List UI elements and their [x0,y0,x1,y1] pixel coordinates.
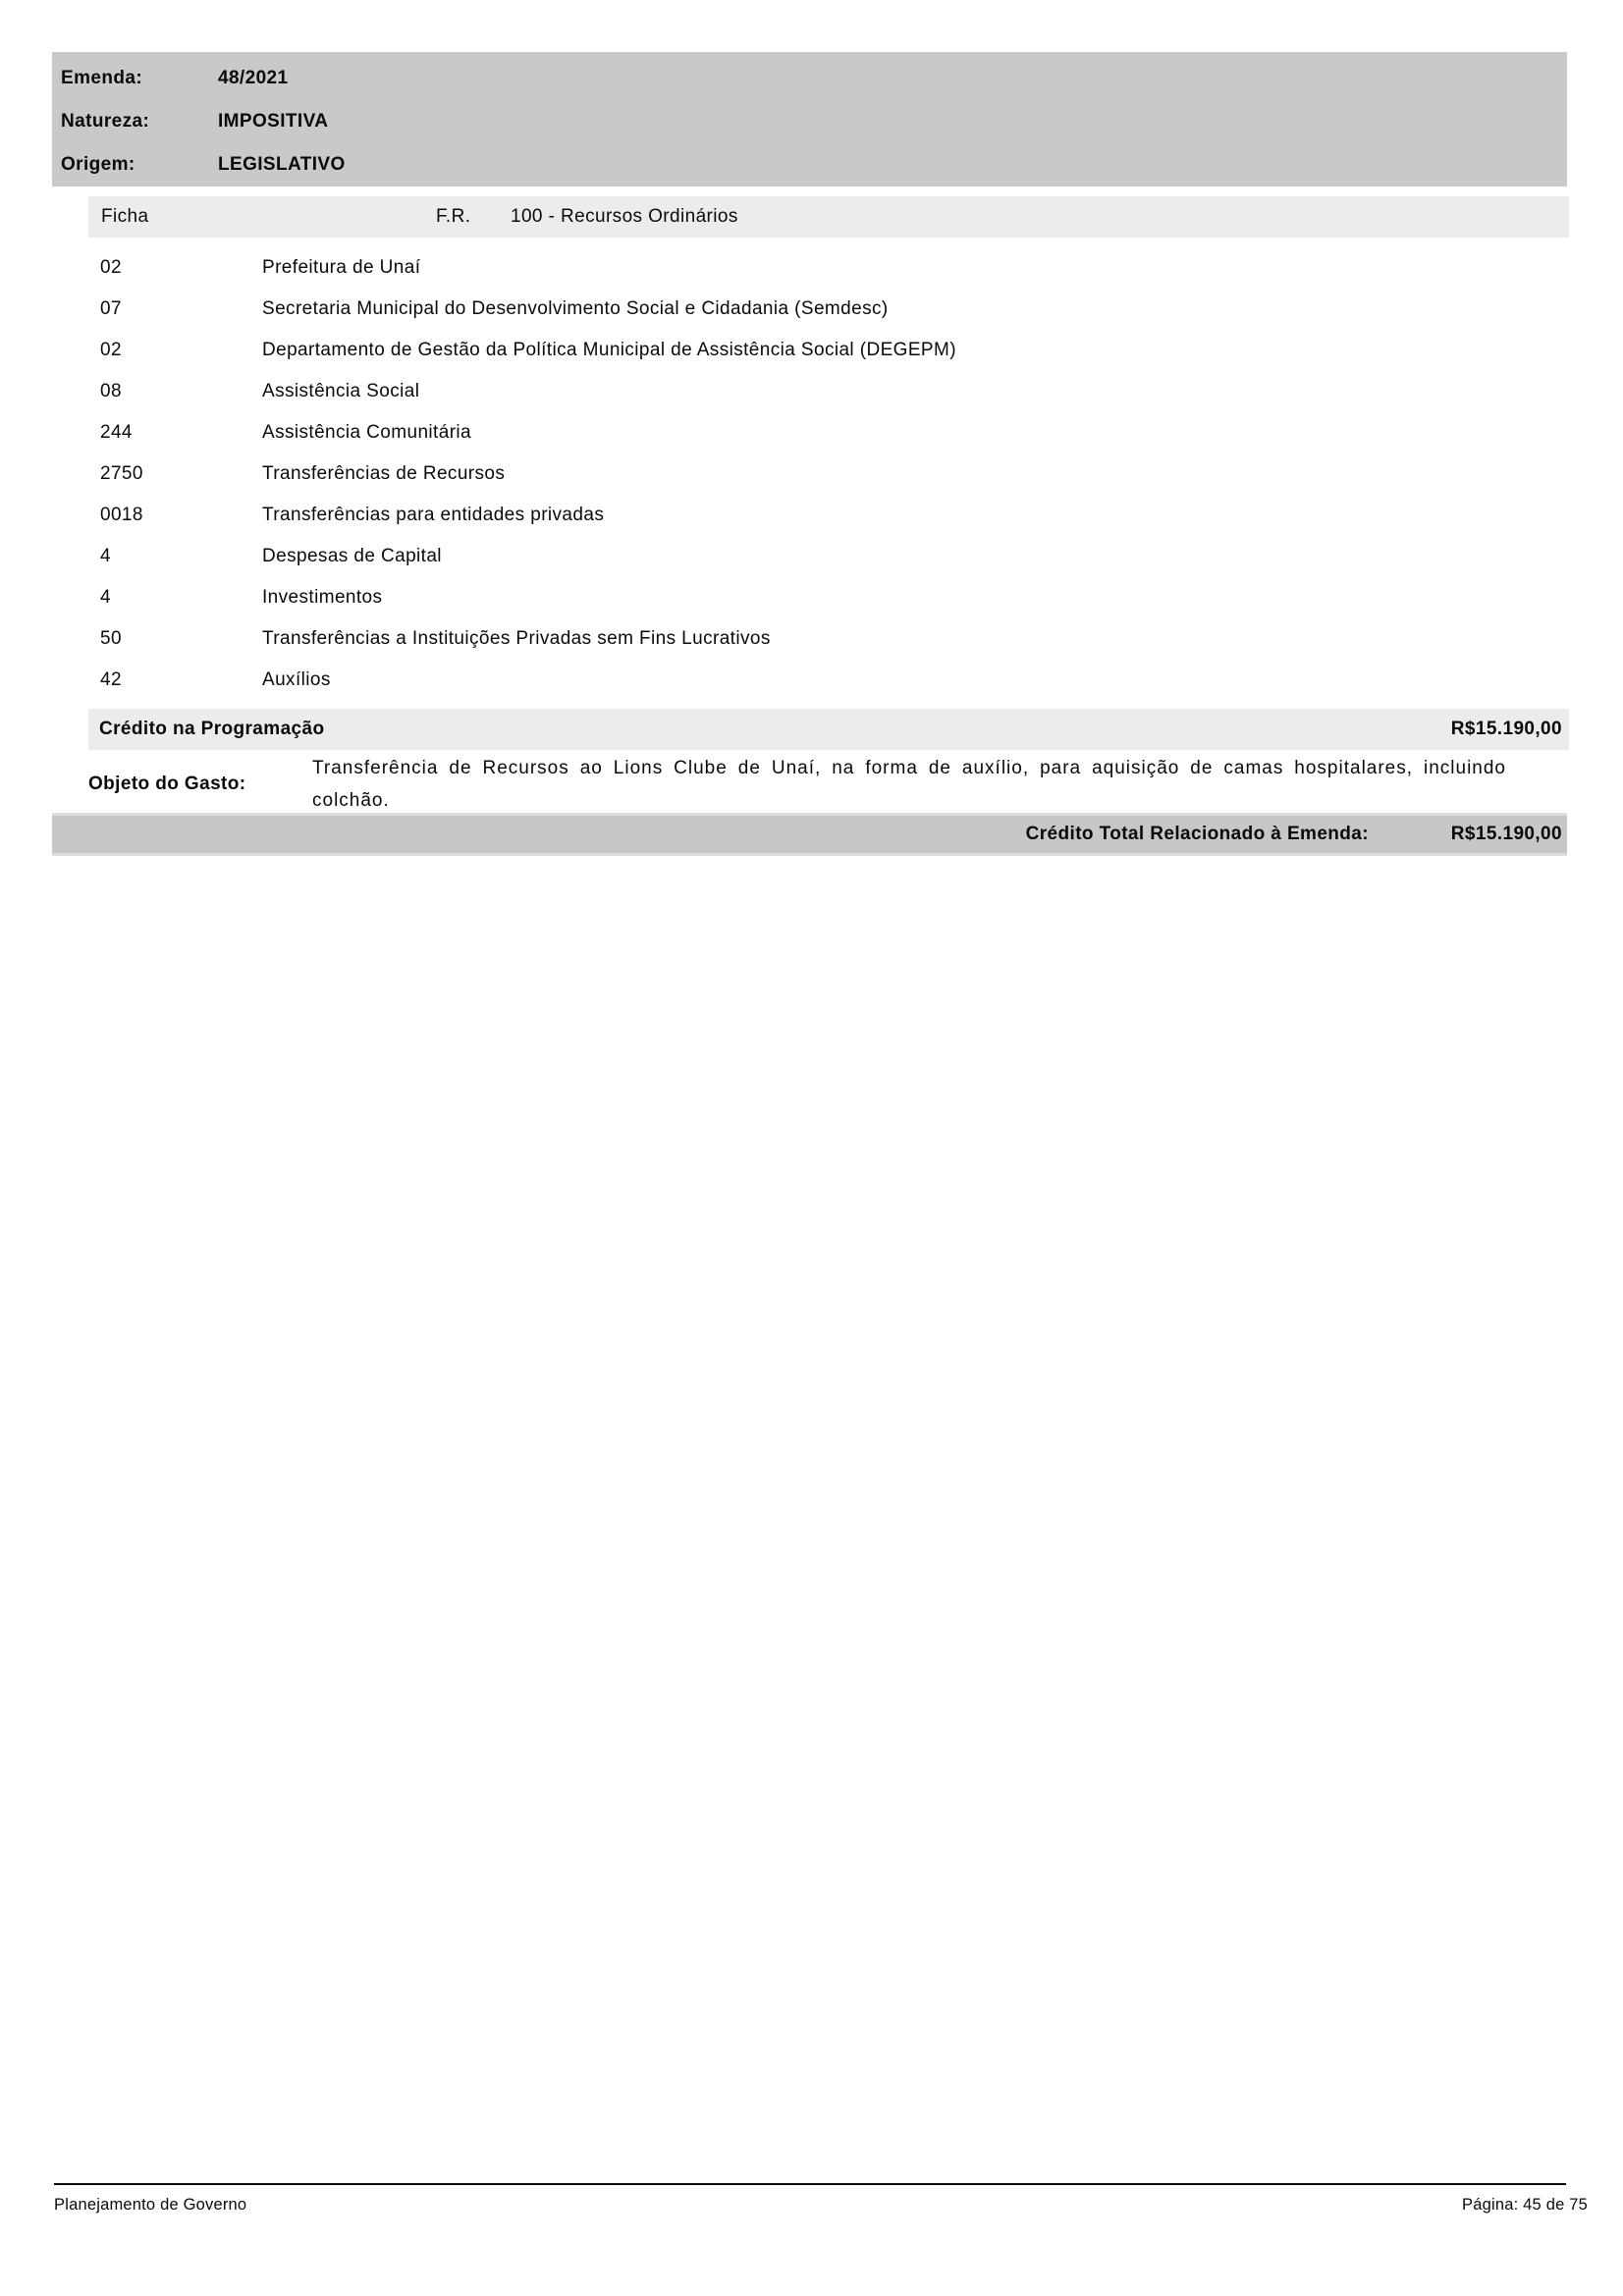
footer-page-number: Página: 45 de 75 [1462,2196,1588,2214]
row-description: Assistência Comunitária [262,422,472,443]
row-description: Auxílios [262,669,331,690]
emenda-value: 48/2021 [218,68,289,88]
footer-divider [54,2183,1566,2185]
origem-label: Origem: [61,154,135,175]
table-row [88,454,1569,495]
row-code: 42 [100,669,122,690]
credito-programacao-label: Crédito na Programação [99,719,325,739]
table-row [88,247,1569,289]
row-description: Transferências a Instituições Privadas sem Fins Lucrativos [262,628,771,649]
objeto-gasto-label: Objeto do Gasto: [88,774,246,794]
origem-value: LEGISLATIVO [218,154,346,175]
table-row [88,495,1569,536]
natureza-label: Natureza: [61,111,150,132]
row-code: 02 [100,340,122,360]
natureza-value: IMPOSITIVA [218,111,329,132]
objeto-gasto-section [88,752,1506,817]
ficha-row [88,196,1569,238]
row-code: 4 [100,546,111,566]
header-block [52,52,1567,187]
row-code: 50 [100,628,122,649]
table-row [88,330,1569,371]
classification-table [88,247,1569,701]
fr-label: F.R. [436,206,471,227]
credito-total-bar [52,813,1567,856]
row-code: 2750 [100,463,143,484]
row-description: Investimentos [262,587,383,608]
row-description: Transferências de Recursos [262,463,506,484]
row-description: Despesas de Capital [262,546,442,566]
table-row [88,289,1569,330]
row-code: 0018 [100,505,143,525]
credito-programacao-row [88,709,1569,750]
footer-left-text: Planejamento de Governo [54,2196,247,2214]
emenda-label: Emenda: [61,68,143,88]
header-field-origem [61,143,1567,187]
table-row [88,412,1569,454]
table-row [88,371,1569,412]
table-row [88,660,1569,701]
fr-value: 100 - Recursos Ordinários [511,206,738,227]
credito-total-value: R$15.190,00 [1450,824,1562,844]
row-code: 4 [100,587,111,608]
row-description: Prefeitura de Unaí [262,257,421,278]
row-description: Assistência Social [262,381,420,401]
page-footer [54,2196,1588,2215]
row-code: 07 [100,298,122,319]
credito-programacao-value: R$15.190,00 [1450,719,1562,739]
table-row [88,618,1569,660]
header-field-emenda [61,57,1567,100]
objeto-gasto-text: Transferência de Recursos ao Lions Clube de Unaí, na forma de auxílio, para aquisição de camas hospitalares, incluindo colchão. [312,758,1506,811]
row-code: 08 [100,381,122,401]
row-code: 244 [100,422,133,443]
table-row [88,577,1569,618]
row-description: Transferências para entidades privadas [262,505,605,525]
row-code: 02 [100,257,122,278]
ficha-label: Ficha [101,206,149,227]
credito-total-label: Crédito Total Relacionado à Emenda: [1025,824,1369,844]
row-description: Departamento de Gestão da Política Municipal de Assistência Social (DEGEPM) [262,340,956,360]
row-description: Secretaria Municipal do Desenvolvimento Social e Cidadania (Semdesc) [262,298,889,319]
header-field-natureza [61,100,1567,143]
table-row [88,536,1569,577]
